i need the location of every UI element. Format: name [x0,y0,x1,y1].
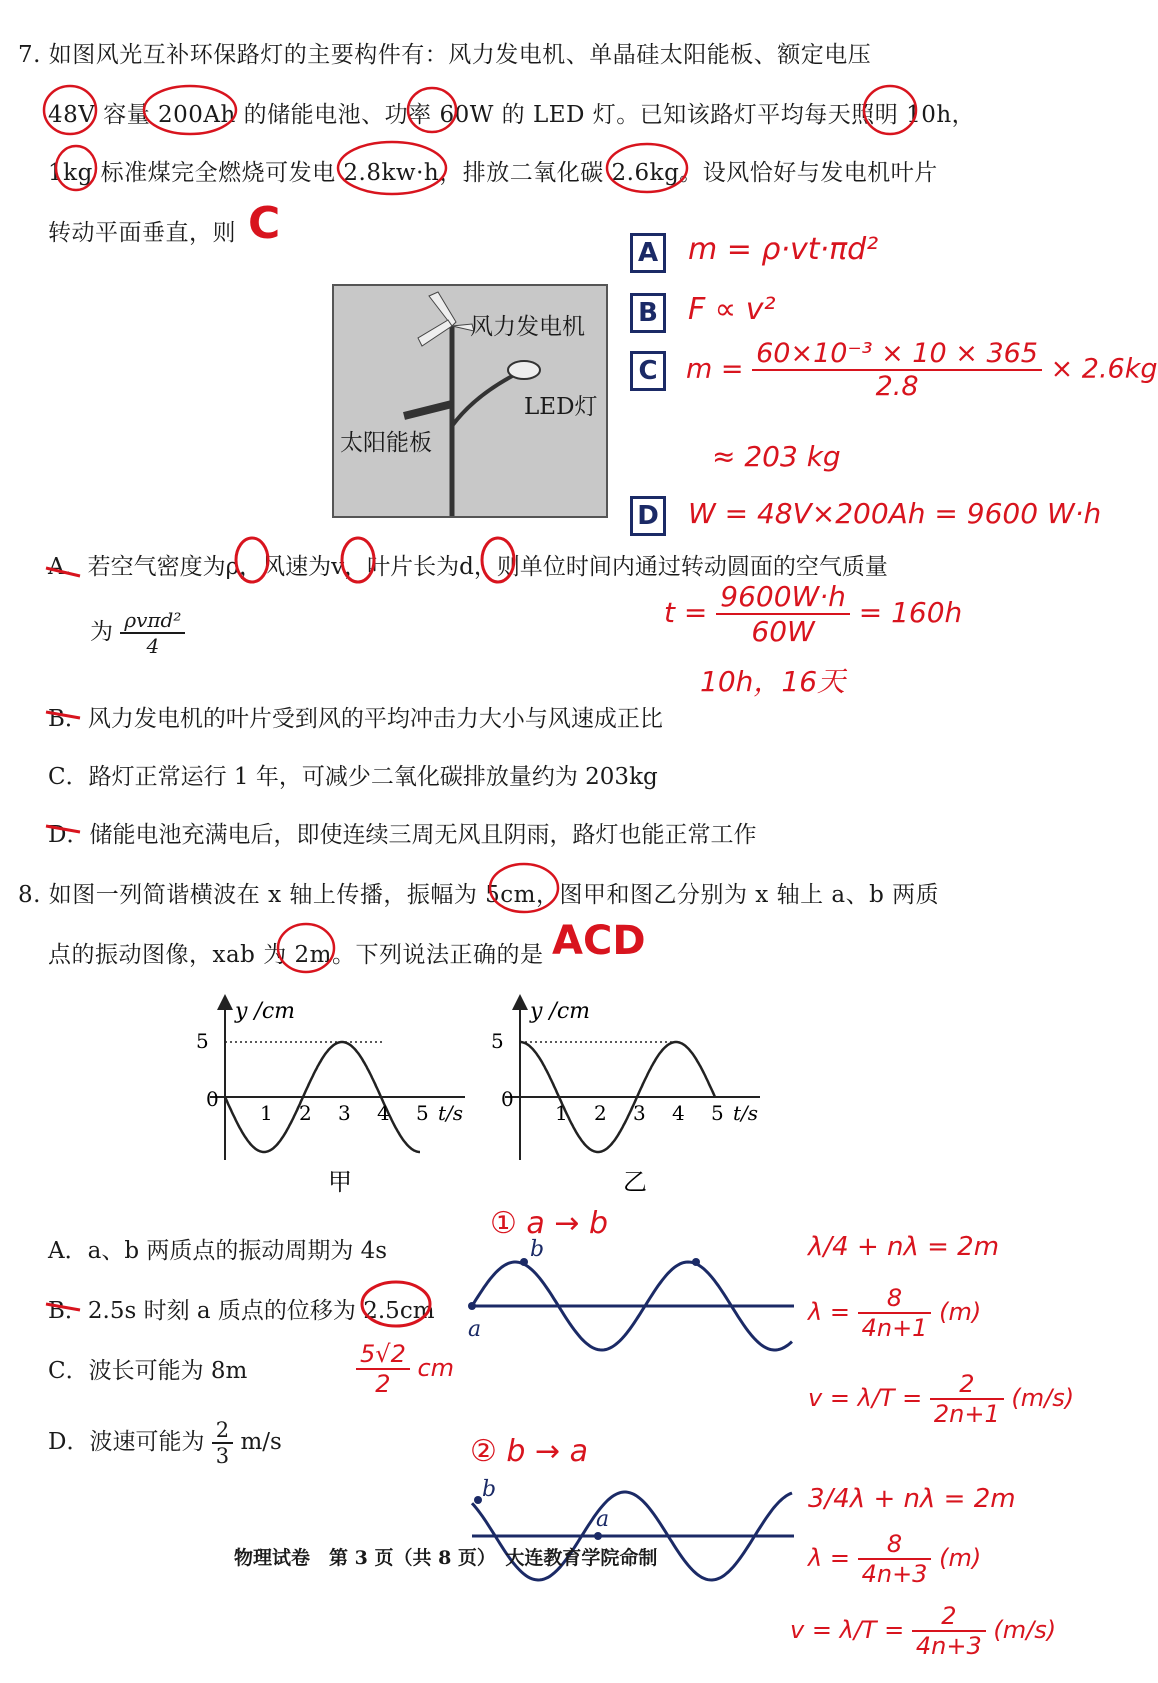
jia-caption: 甲 [328,1168,352,1196]
jia-tick-3: 3 [338,1101,351,1125]
note-c-box: C [630,351,666,391]
q8-option-b: B．2.5s 时刻 a 质点的位移为 2.5cm [48,1298,435,1324]
yi-tick-4: 4 [672,1101,685,1125]
q8-b-marks [0,1280,460,1340]
q7-option-c: C．路灯正常运行 1 年，可减少二氧化碳排放量约为 203kg [48,764,658,790]
jia-tick-5: 5 [416,1101,429,1125]
q8-option-d: D．波速可能为 $\frac{2}{3}$ m/s [48,1418,282,1468]
yi-tick-3: 3 [633,1101,646,1125]
yi-amp: 5 [491,1029,504,1053]
q7-strike-marks [0,540,560,850]
jia-origin: 0 [206,1087,219,1111]
note-c-formula: m = $\frac{\text{60×10⁻³ × 10 × 365}}{2.8}$ × 2.6kg [686,338,1158,402]
sketch-wave-1 [468,1237,798,1370]
q7-option-d: D．储能电池充满电后，即使连续三周无风且阴雨，路灯也能正常工作 [48,822,757,848]
jia-amp: 5 [196,1029,209,1053]
q7-line3: 1kg 标准煤完全燃烧可发电 2.8kw·h，排放二氧化碳 2.6kg。设风恰好与发电机叶片 [48,160,938,186]
q7-line2: 48V 容量 200Ah 的储能电池、功率 60W 的 LED 灯。已知该路灯平均每天照明 10h， [48,102,976,128]
note-t-formula: t = $\frac{9600W\cdot h}{60W}$ = 160h [664,580,963,648]
r2-velocity: v = λ/T = $\frac{2}{4n+3}$ (m/s) [790,1602,1057,1660]
q7-option-a-line1: A．若空气密度为ρ，风速为v，叶片长为d，则单位时间内通过转动圆面的空气质量 [48,554,888,580]
note-case1: ① a → b [490,1206,609,1241]
figure-label-panel: 太阳能板 [340,430,432,456]
yi-xlabel: t/s [733,1101,759,1125]
q7-option-a-line2: 为 $\frac{\text{ρvπd²}}{4}$ [90,608,185,658]
note-case2: ② b → a [470,1434,589,1469]
streetlight-figure [332,284,608,518]
note-b-fix: $\frac{5√2}{2}$ cm [356,1340,454,1398]
note-b-text: F ∝ v² [688,292,776,327]
yi-tick-1: 1 [555,1101,568,1125]
figure-label-led: LED灯 [524,394,598,420]
note-c-result: ≈ 203 kg [712,440,841,473]
q7-option-b: B．风力发电机的叶片受到风的平均冲击力大小与风速成正比 [48,706,663,732]
q8-option-a: A．a、b 两质点的振动周期为 4s [48,1238,388,1264]
q8-answer: ACD [552,918,646,964]
q7-answer: C [248,198,281,249]
q7-circle-marks [0,0,1080,260]
jia-tick-4: 4 [377,1101,390,1125]
q7-number: 7. [18,42,41,68]
jia-xlabel: t/s [438,1101,464,1125]
figure-label-turbine: 风力发电机 [470,314,585,340]
note-b-box: B [630,293,666,333]
jia-tick-2: 2 [299,1101,312,1125]
jia-tick-1: 1 [260,1101,273,1125]
note-a-text: m = ρ·vt·πd² [688,232,879,267]
sketch2-a: a [596,1507,610,1532]
graph-yi [475,990,775,1200]
yi-tick-5: 5 [711,1101,724,1125]
q8-number: 8. [18,882,41,908]
page-footer: 物理试卷 第 3 页（共 8 页） 大连教育学院命制 [234,1547,658,1569]
sketch-wave-2 [468,1470,798,1600]
sketch1-b: b [530,1237,545,1262]
note-d-text: W = 48V×200Ah = 9600 W·h [688,497,1102,530]
graph-jia [180,990,480,1200]
note-days: 10h，16天 [700,665,846,698]
r2-lambda: λ = $\frac{8}{4n+3}$ (m) [808,1530,982,1588]
r1-eq: λ/4 + nλ = 2m [808,1232,1000,1262]
yi-tick-2: 2 [594,1101,607,1125]
yi-ylabel: y /cm [530,999,591,1024]
q7-line1: 7. 如图风光互补环保路灯的主要构件有：风力发电机、单晶硅太阳能板、额定电压 [18,42,872,68]
q8-line2: 点的振动图像，xab 为 2m。下列说法正确的是 [48,942,544,968]
r2-eq: 3/4λ + nλ = 2m [808,1484,1016,1514]
sketch1-a: a [468,1317,482,1342]
yi-caption: 乙 [623,1168,647,1196]
sketch2-b: b [482,1477,497,1502]
r1-lambda: λ = $\frac{8}{4n+1}$ (m) [808,1284,982,1342]
note-d-box: D [630,496,666,536]
note-a-box: A [630,233,666,273]
yi-origin: 0 [501,1087,514,1111]
q8-circle-marks [0,860,1080,970]
r1-velocity: v = λ/T = $\frac{2}{2n+1}$ (m/s) [808,1370,1075,1428]
q8-option-c: C．波长可能为 8m [48,1358,248,1384]
q7-line4: 转动平面垂直，则 [48,220,236,246]
q8-line1: 8. 如图一列简谐横波在 x 轴上传播，振幅为 5cm，图甲和图乙分别为 x 轴上 a、b 两质 [18,882,940,908]
jia-ylabel: y /cm [235,999,296,1024]
